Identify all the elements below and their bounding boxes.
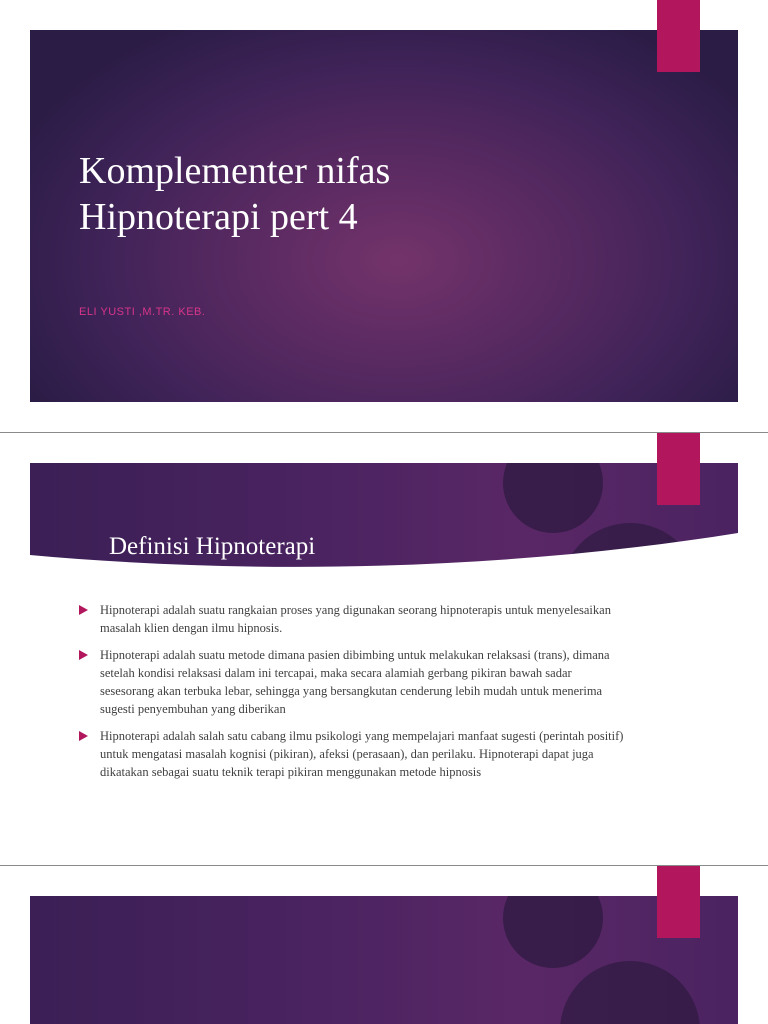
triangle-bullet-icon (79, 731, 88, 741)
banner-decoration (30, 463, 738, 579)
list-item (79, 646, 624, 718)
slide-next (0, 866, 768, 1024)
header-banner (30, 896, 738, 1024)
accent-tab (657, 433, 700, 505)
section-title: Definisi Hipnoterapi (109, 533, 316, 560)
accent-tab (657, 0, 700, 72)
list-item (79, 727, 624, 781)
accent-tab (657, 866, 700, 938)
triangle-bullet-icon (79, 650, 88, 660)
slide-title-heading (79, 148, 639, 240)
bullet-text: Hipnoterapi adalah suatu metode dimana pasien dibimbing untuk melakukan relaksasi (trans), dimana setelah kondisi relaksasi dalam ini tercapai, maka secara alamiah gerbang pikiran bawah sadar sesesorang akan terbuka lebar, sehingga yang bersangkutan cenderung lebih mudah untuk menerima sugesti penyembuhan yang diberikan (100, 648, 610, 716)
author-subtitle: ELI YUSTI ,M.TR. KEB. (79, 306, 206, 318)
bullet-list (79, 601, 624, 790)
bullet-text: Hipnoterapi adalah suatu rangkaian proses yang digunakan seorang hipnoterapis untuk menyelesaikan masalah klien dengan ilmu hipnosis. (100, 603, 611, 635)
triangle-bullet-icon (79, 605, 88, 615)
title-line-1: Komplementer nifas (79, 150, 391, 192)
slide-title (0, 0, 768, 432)
list-item (79, 601, 624, 637)
banner-decoration (30, 896, 738, 1024)
bullet-text: Hipnoterapi adalah salah satu cabang ilmu psikologi yang mempelajari manfaat sugesti (perintah positif) untuk mengatasi masalah kognisi (pikiran), afeksi (perasaan), dan perilaku. Hipnoterapi dapat juga dikatakan sebagai suatu teknik terapi pikiran menggunakan metode hipnosis (100, 729, 624, 779)
header-banner (30, 463, 738, 579)
slide-definition (0, 433, 768, 865)
title-line-2: Hipnoterapi pert 4 (79, 196, 358, 238)
